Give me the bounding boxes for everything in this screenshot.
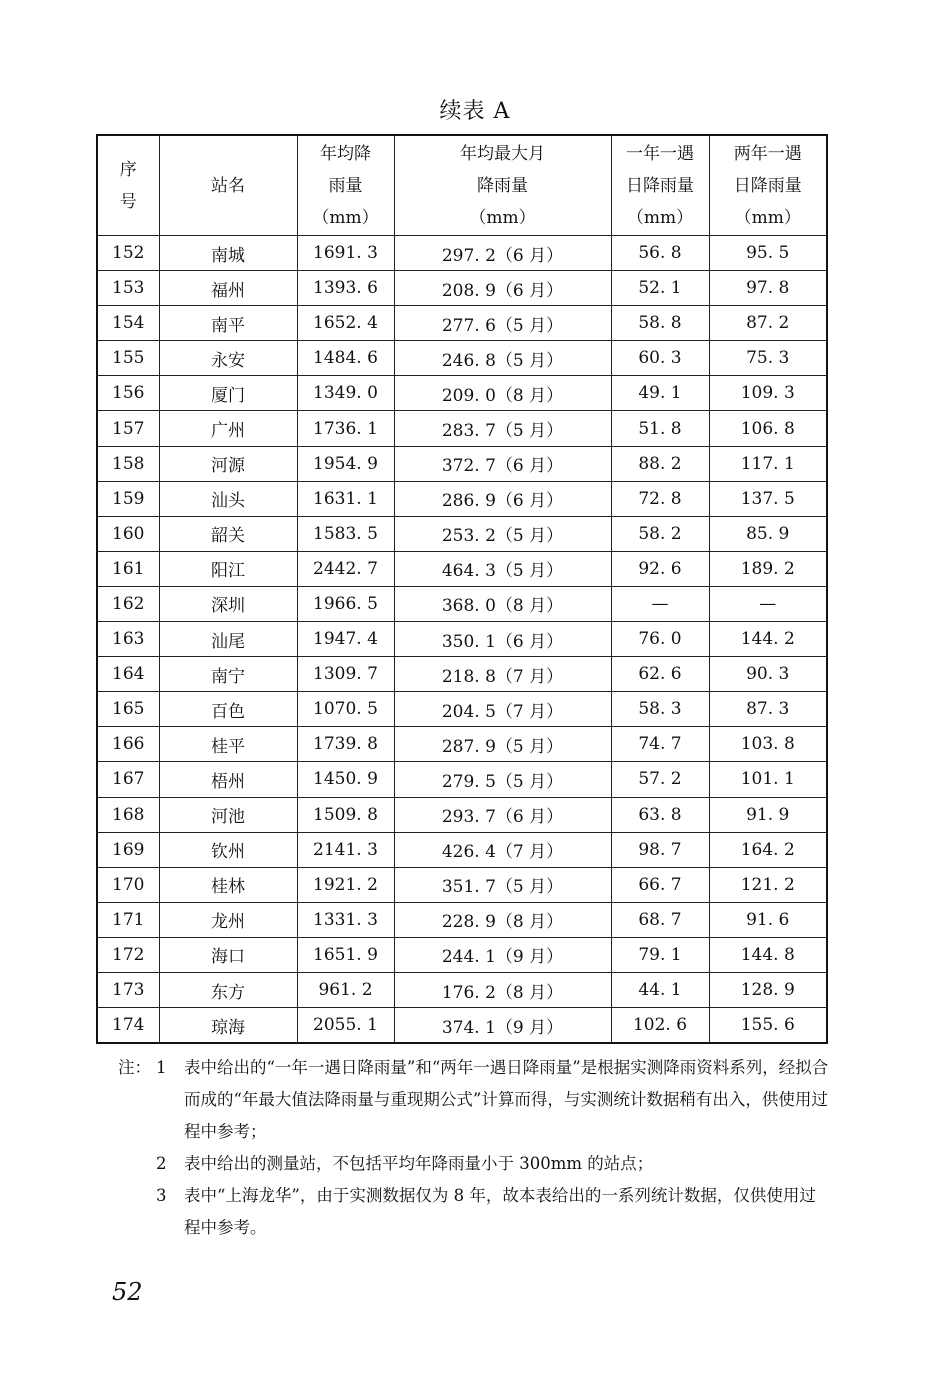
cell-max-monthly-rainfall: 209. 0（8 月）	[394, 376, 611, 411]
header-1yr-daily-rainfall	[611, 135, 709, 236]
header-line: 一年一遇	[626, 143, 694, 164]
cell-1yr-daily-rainfall: 58. 3	[611, 692, 709, 727]
cell-station: 永安	[159, 341, 297, 376]
cell-2yr-daily-rainfall: 106. 8	[709, 411, 827, 446]
cell-index: 163	[97, 622, 159, 657]
cell-max-monthly-rainfall: 283. 7（5 月）	[394, 411, 611, 446]
table-row	[97, 516, 827, 551]
cell-max-monthly-rainfall: 372. 7（6 月）	[394, 446, 611, 481]
cell-1yr-daily-rainfall: 72. 8	[611, 481, 709, 516]
cell-2yr-daily-rainfall: 90. 3	[709, 657, 827, 692]
cell-annual-rainfall: 961. 2	[297, 972, 394, 1007]
cell-max-monthly-rainfall: 350. 1（6 月）	[394, 622, 611, 657]
cell-station: 百色	[159, 692, 297, 727]
cell-annual-rainfall: 1966. 5	[297, 586, 394, 621]
header-line: 站名	[211, 175, 245, 196]
cell-annual-rainfall: 1393. 6	[297, 271, 394, 306]
cell-1yr-daily-rainfall: 49. 1	[611, 376, 709, 411]
cell-annual-rainfall: 1739. 8	[297, 727, 394, 762]
cell-annual-rainfall: 2141. 3	[297, 832, 394, 867]
cell-2yr-daily-rainfall: 95. 5	[709, 236, 827, 271]
table-row	[97, 271, 827, 306]
cell-2yr-daily-rainfall: 101. 1	[709, 762, 827, 797]
cell-1yr-daily-rainfall: 68. 7	[611, 902, 709, 937]
cell-1yr-daily-rainfall: 52. 1	[611, 271, 709, 306]
cell-2yr-daily-rainfall: 128. 9	[709, 972, 827, 1007]
cell-index: 165	[97, 692, 159, 727]
note-text: 表中“上海龙华”，由于实测数据仅为 8 年，故本表给出的一系列统计数据，仅供使用过程中参考。	[184, 1186, 816, 1237]
notes-section	[118, 1052, 830, 1244]
cell-2yr-daily-rainfall: 121. 2	[709, 867, 827, 902]
cell-index: 156	[97, 376, 159, 411]
cell-index: 152	[97, 236, 159, 271]
cell-station: 桂平	[159, 727, 297, 762]
table-row	[97, 341, 827, 376]
cell-station: 汕头	[159, 481, 297, 516]
cell-2yr-daily-rainfall: 164. 2	[709, 832, 827, 867]
cell-station: 南城	[159, 236, 297, 271]
cell-index: 164	[97, 657, 159, 692]
cell-annual-rainfall: 1331. 3	[297, 902, 394, 937]
cell-annual-rainfall: 1509. 8	[297, 797, 394, 832]
cell-2yr-daily-rainfall: 75. 3	[709, 341, 827, 376]
cell-max-monthly-rainfall: 246. 8（5 月）	[394, 341, 611, 376]
cell-index: 154	[97, 306, 159, 341]
cell-1yr-daily-rainfall: 62. 6	[611, 657, 709, 692]
cell-annual-rainfall: 1484. 6	[297, 341, 394, 376]
cell-annual-rainfall: 1954. 9	[297, 446, 394, 481]
cell-station: 海口	[159, 937, 297, 972]
cell-station: 南宁	[159, 657, 297, 692]
cell-index: 172	[97, 937, 159, 972]
cell-station: 韶关	[159, 516, 297, 551]
cell-max-monthly-rainfall: 287. 9（5 月）	[394, 727, 611, 762]
cell-1yr-daily-rainfall: 92. 6	[611, 551, 709, 586]
note-item	[118, 1148, 830, 1180]
table-row	[97, 586, 827, 621]
cell-annual-rainfall: 1921. 2	[297, 867, 394, 902]
cell-station: 广州	[159, 411, 297, 446]
cell-1yr-daily-rainfall: 88. 2	[611, 446, 709, 481]
header-line: （mm）	[734, 207, 801, 228]
cell-station: 琼海	[159, 1008, 297, 1044]
table-row	[97, 551, 827, 586]
cell-1yr-daily-rainfall: —	[611, 586, 709, 621]
cell-1yr-daily-rainfall: 98. 7	[611, 832, 709, 867]
cell-2yr-daily-rainfall: 91. 9	[709, 797, 827, 832]
cell-max-monthly-rainfall: 464. 3（5 月）	[394, 551, 611, 586]
cell-station: 东方	[159, 972, 297, 1007]
table-title: 续表 A	[439, 99, 511, 124]
cell-2yr-daily-rainfall: 189. 2	[709, 551, 827, 586]
cell-station: 河源	[159, 446, 297, 481]
header-line: 号	[119, 191, 137, 212]
cell-1yr-daily-rainfall: 58. 2	[611, 516, 709, 551]
cell-station: 厦门	[159, 376, 297, 411]
table-row	[97, 832, 827, 867]
cell-annual-rainfall: 1349. 0	[297, 376, 394, 411]
cell-2yr-daily-rainfall: —	[709, 586, 827, 621]
note-text: 表中给出的“一年一遇日降雨量”和“两年一遇日降雨量”是根据实测降雨资料系列，经拟合而成的“年最大值法降雨量与重现期公式”计算而得，与实测统计数据稍有出入，供使用过程中参考；	[184, 1058, 829, 1141]
cell-max-monthly-rainfall: 297. 2（6 月）	[394, 236, 611, 271]
cell-annual-rainfall: 1070. 5	[297, 692, 394, 727]
header-line: 序	[119, 159, 137, 180]
header-index	[97, 135, 159, 236]
cell-1yr-daily-rainfall: 60. 3	[611, 341, 709, 376]
cell-annual-rainfall: 1309. 7	[297, 657, 394, 692]
cell-1yr-daily-rainfall: 66. 7	[611, 867, 709, 902]
cell-index: 159	[97, 481, 159, 516]
cell-2yr-daily-rainfall: 109. 3	[709, 376, 827, 411]
cell-station: 河池	[159, 797, 297, 832]
cell-max-monthly-rainfall: 426. 4（7 月）	[394, 832, 611, 867]
cell-max-monthly-rainfall: 374. 1（9 月）	[394, 1008, 611, 1044]
cell-max-monthly-rainfall: 351. 7（5 月）	[394, 867, 611, 902]
cell-2yr-daily-rainfall: 155. 6	[709, 1008, 827, 1044]
cell-index: 157	[97, 411, 159, 446]
table-row	[97, 481, 827, 516]
table-row	[97, 972, 827, 1007]
table-row	[97, 622, 827, 657]
cell-max-monthly-rainfall: 208. 9（6 月）	[394, 271, 611, 306]
cell-1yr-daily-rainfall: 76. 0	[611, 622, 709, 657]
cell-annual-rainfall: 1947. 4	[297, 622, 394, 657]
table-row	[97, 867, 827, 902]
cell-max-monthly-rainfall: 293. 7（6 月）	[394, 797, 611, 832]
header-line: 日降雨量	[626, 175, 694, 196]
cell-index: 158	[97, 446, 159, 481]
cell-1yr-daily-rainfall: 63. 8	[611, 797, 709, 832]
cell-index: 171	[97, 902, 159, 937]
cell-station: 梧州	[159, 762, 297, 797]
cell-station: 钦州	[159, 832, 297, 867]
note-item	[118, 1180, 830, 1244]
table-row	[97, 902, 827, 937]
note-number: 1	[156, 1058, 167, 1077]
header-row	[97, 135, 827, 236]
cell-station: 桂林	[159, 867, 297, 902]
cell-annual-rainfall: 1652. 4	[297, 306, 394, 341]
header-line: 两年一遇	[733, 143, 802, 164]
header-line: 降雨量	[477, 175, 528, 196]
cell-index: 169	[97, 832, 159, 867]
table-row	[97, 1008, 827, 1044]
cell-max-monthly-rainfall: 279. 5（5 月）	[394, 762, 611, 797]
table-row	[97, 937, 827, 972]
cell-index: 160	[97, 516, 159, 551]
cell-annual-rainfall: 1631. 1	[297, 481, 394, 516]
table-header	[97, 135, 827, 236]
cell-1yr-daily-rainfall: 44. 1	[611, 972, 709, 1007]
cell-station: 南平	[159, 306, 297, 341]
cell-max-monthly-rainfall: 176. 2（8 月）	[394, 972, 611, 1007]
note-item	[118, 1052, 830, 1148]
cell-annual-rainfall: 1583. 5	[297, 516, 394, 551]
cell-2yr-daily-rainfall: 85. 9	[709, 516, 827, 551]
note-prefix: 注：	[118, 1058, 151, 1077]
header-annual-rainfall	[297, 135, 394, 236]
cell-max-monthly-rainfall: 286. 9（6 月）	[394, 481, 611, 516]
table-row	[97, 446, 827, 481]
cell-1yr-daily-rainfall: 58. 8	[611, 306, 709, 341]
cell-station: 龙州	[159, 902, 297, 937]
cell-index: 153	[97, 271, 159, 306]
cell-2yr-daily-rainfall: 91. 6	[709, 902, 827, 937]
header-line: 年均降	[320, 143, 371, 164]
cell-annual-rainfall: 1691. 3	[297, 236, 394, 271]
note-number: 3	[156, 1186, 167, 1205]
note-text: 表中给出的测量站，不包括平均年降雨量小于 300mm 的站点；	[184, 1154, 654, 1173]
cell-station: 阳江	[159, 551, 297, 586]
table-row	[97, 692, 827, 727]
header-station	[159, 135, 297, 236]
rainfall-table	[96, 134, 828, 1044]
cell-1yr-daily-rainfall: 79. 1	[611, 937, 709, 972]
cell-annual-rainfall: 2442. 7	[297, 551, 394, 586]
cell-index: 174	[97, 1008, 159, 1044]
header-line: 年均最大月	[460, 143, 545, 164]
cell-1yr-daily-rainfall: 74. 7	[611, 727, 709, 762]
cell-annual-rainfall: 1651. 9	[297, 937, 394, 972]
cell-annual-rainfall: 1450. 9	[297, 762, 394, 797]
header-line: 雨量	[328, 175, 363, 196]
cell-station: 深圳	[159, 586, 297, 621]
table-row	[97, 762, 827, 797]
cell-2yr-daily-rainfall: 87. 2	[709, 306, 827, 341]
cell-2yr-daily-rainfall: 144. 2	[709, 622, 827, 657]
table-row	[97, 411, 827, 446]
table-row	[97, 236, 827, 271]
page-number: 52	[112, 1278, 143, 1306]
header-max-monthly-rainfall	[394, 135, 611, 236]
cell-max-monthly-rainfall: 277. 6（5 月）	[394, 306, 611, 341]
table-row	[97, 306, 827, 341]
cell-max-monthly-rainfall: 253. 2（5 月）	[394, 516, 611, 551]
cell-1yr-daily-rainfall: 57. 2	[611, 762, 709, 797]
cell-index: 170	[97, 867, 159, 902]
cell-2yr-daily-rainfall: 144. 8	[709, 937, 827, 972]
header-2yr-daily-rainfall	[709, 135, 827, 236]
cell-max-monthly-rainfall: 204. 5（7 月）	[394, 692, 611, 727]
cell-station: 汕尾	[159, 622, 297, 657]
cell-annual-rainfall: 2055. 1	[297, 1008, 394, 1044]
cell-2yr-daily-rainfall: 137. 5	[709, 481, 827, 516]
cell-max-monthly-rainfall: 228. 9（8 月）	[394, 902, 611, 937]
cell-2yr-daily-rainfall: 97. 8	[709, 271, 827, 306]
cell-max-monthly-rainfall: 218. 8（7 月）	[394, 657, 611, 692]
cell-1yr-daily-rainfall: 51. 8	[611, 411, 709, 446]
cell-max-monthly-rainfall: 244. 1（9 月）	[394, 937, 611, 972]
table-row	[97, 727, 827, 762]
header-line: （mm）	[312, 207, 379, 228]
header-line: （mm）	[469, 207, 536, 228]
cell-index: 168	[97, 797, 159, 832]
cell-index: 166	[97, 727, 159, 762]
table-row	[97, 657, 827, 692]
cell-index: 173	[97, 972, 159, 1007]
cell-2yr-daily-rainfall: 117. 1	[709, 446, 827, 481]
cell-index: 167	[97, 762, 159, 797]
cell-station: 福州	[159, 271, 297, 306]
cell-1yr-daily-rainfall: 102. 6	[611, 1008, 709, 1044]
header-line: （mm）	[626, 207, 694, 228]
header-line: 日降雨量	[733, 175, 802, 196]
cell-2yr-daily-rainfall: 87. 3	[709, 692, 827, 727]
cell-2yr-daily-rainfall: 103. 8	[709, 727, 827, 762]
cell-max-monthly-rainfall: 368. 0（8 月）	[394, 586, 611, 621]
table-row	[97, 376, 827, 411]
table-row	[97, 797, 827, 832]
cell-index: 162	[97, 586, 159, 621]
note-number: 2	[156, 1154, 167, 1173]
cell-index: 161	[97, 551, 159, 586]
cell-1yr-daily-rainfall: 56. 8	[611, 236, 709, 271]
cell-annual-rainfall: 1736. 1	[297, 411, 394, 446]
table-body	[97, 236, 827, 1044]
cell-index: 155	[97, 341, 159, 376]
